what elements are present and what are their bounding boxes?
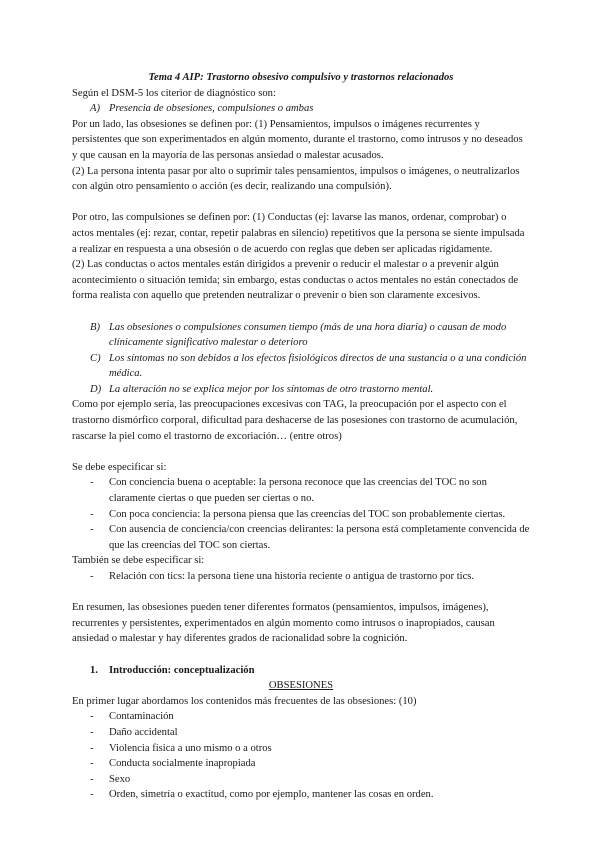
list-item bbox=[72, 741, 530, 757]
dash-marker: - bbox=[90, 742, 94, 754]
criterion-a-mark: A) bbox=[90, 103, 100, 115]
list-item bbox=[72, 507, 530, 523]
dash-marker: - bbox=[90, 571, 94, 582]
list-item bbox=[72, 569, 530, 585]
obsessions-definition: Por un lado, las obsesiones se definen por: (1) Pensamientos, impulsos o imágenes recurrentes y persistentes que son experimentados en algún momento, durante el trastorno, como intrusos y no deseados y que causan en la mayoría de las personas ansiedad o malestar acusados. bbox=[72, 118, 523, 161]
list-item bbox=[72, 475, 530, 506]
list-item bbox=[72, 772, 530, 788]
criterion-b-text: Las obsesiones o compulsiones consumen tiempo (más de una hora diaria) o causan de modo clínicamente significativo malestar o deterioro bbox=[109, 321, 507, 349]
criterion-a-text: Presencia de obsesiones, compulsiones o ambas bbox=[109, 103, 314, 115]
criterion-b bbox=[72, 320, 530, 351]
list-item bbox=[72, 522, 530, 553]
list-item-text: Violencia física a uno mismo o a otros bbox=[109, 742, 272, 754]
criterion-a bbox=[72, 101, 530, 117]
spacer bbox=[72, 444, 530, 460]
list-item-text: Contaminación bbox=[109, 711, 174, 723]
spacer bbox=[72, 585, 530, 601]
example-paragraph: Como por ejemplo sería, las preocupaciones excesivas con TAG, la preocupación por el aspecto con el trastorno dismórfico corporal, dificultad para deshacerse de las posesiones con trastorno de acumulación, rascarse la piel como el trastorno de excoriación… (entre otros) bbox=[72, 399, 518, 442]
section-heading bbox=[72, 663, 530, 679]
spacer bbox=[72, 304, 530, 320]
list-item bbox=[72, 709, 530, 725]
list-item bbox=[72, 787, 530, 803]
also-specify-label: También se debe especificar si: bbox=[72, 555, 205, 567]
criterion-d bbox=[72, 382, 530, 398]
section-heading-text: Introducción: conceptualización bbox=[109, 664, 255, 676]
list-item-text: Con poca conciencia: la persona piensa que las creencias del TOC son probablemente ciertas. bbox=[109, 508, 506, 520]
criterion-d-mark: D) bbox=[90, 383, 102, 395]
criterion-c-mark: C) bbox=[90, 352, 101, 364]
summary-paragraph: En resumen, las obsesiones pueden tener diferentes formatos (pensamientos, impulsos, imágenes), recurrentes y persistentes, experimentados en algún momento como intrusos o inapropiados, causan ansiedad o malestar y hay diferentes grados de racionalidad sobre la cognición. bbox=[72, 602, 495, 645]
document-page bbox=[72, 70, 530, 803]
dash-marker: - bbox=[90, 477, 94, 489]
intro-text: Según el DSM-5 los citerior de diagnóstico son: bbox=[72, 87, 276, 99]
criterion-d-text: La alteración no se explica mejor por los síntomas de otro trastorno mental. bbox=[109, 383, 434, 395]
dash-marker: - bbox=[90, 773, 94, 785]
list-item bbox=[72, 756, 530, 772]
dash-marker: - bbox=[90, 508, 94, 520]
criterion-b-mark: B) bbox=[90, 321, 100, 333]
dash-marker: - bbox=[90, 524, 94, 536]
list-item-text: Relación con tics: la persona tiene una historia reciente o antigua de trastorno por tics. bbox=[109, 571, 475, 582]
list-item-text: Con conciencia buena o aceptable: la persona reconoce que las creencias del TOC no son claramente ciertas o que pueden ser ciertas o no. bbox=[109, 477, 487, 505]
dash-marker: - bbox=[90, 789, 94, 801]
section-number: 1. bbox=[90, 664, 98, 676]
list-item-text: Sexo bbox=[109, 773, 131, 785]
dash-marker: - bbox=[90, 758, 94, 770]
spacer bbox=[72, 647, 530, 663]
spacer bbox=[72, 195, 530, 211]
dash-marker: - bbox=[90, 726, 94, 738]
obsessions-definition-2: (2) La persona intenta pasar por alto o suprimir tales pensamientos, impulsos o imágenes, o neutralizarlos con algún otro pensamiento o acción (es decir, realizando una compulsión). bbox=[72, 165, 520, 193]
compulsions-definition-2: (2) Las conductas o actos mentales están dirigidos a prevenir o reducir el malestar o a prevenir algún acontecimiento o situación temida; sin embargo, estas conductas o actos mentales no están conectados de forma realista con aquello que pretenden neutralizar o prevenir o bien son claramente excesivos. bbox=[72, 259, 519, 302]
list-item-text: Con ausencia de conciencia/con creencias delirantes: la persona está completamente convencida de que las creencias del TOC son ciertas. bbox=[109, 524, 530, 551]
list-item-text: Conducta socialmente inapropiada bbox=[109, 758, 256, 770]
list-item-text: Orden, simetría o exactitud, como por ejemplo, mantener las cosas en orden. bbox=[109, 789, 434, 801]
subheading: OBSESIONES bbox=[268, 680, 334, 692]
dash-marker: - bbox=[90, 711, 94, 723]
page-title: Tema 4 AIP: Trastorno obsesivo compulsivo y trastornos relacionados bbox=[148, 72, 454, 83]
criterion-c-text: Los síntomas no son debidos a los efectos fisiológicos directos de una sustancia o a una condición médica. bbox=[109, 352, 527, 380]
list-item-text: Daño accidental bbox=[109, 726, 178, 738]
list-item bbox=[72, 725, 530, 741]
criterion-c bbox=[72, 351, 530, 382]
compulsions-definition: Por otro, las compulsiones se definen por: (1) Conductas (ej: lavarse las manos, ordenar, comprobar) o actos mentales (ej: rezar, contar, repetir palabras en silencio) repetitivos que la persona se siente impulsada a realizar en respuesta a una obsesión o de acuerdo con reglas que deben ser aplicadas rígidamente. bbox=[72, 212, 525, 255]
specify-label: Se debe especificar si: bbox=[72, 461, 167, 473]
contents-intro: En primer lugar abordamos los contenidos más frecuentes de las obsesiones: (10) bbox=[72, 695, 417, 707]
